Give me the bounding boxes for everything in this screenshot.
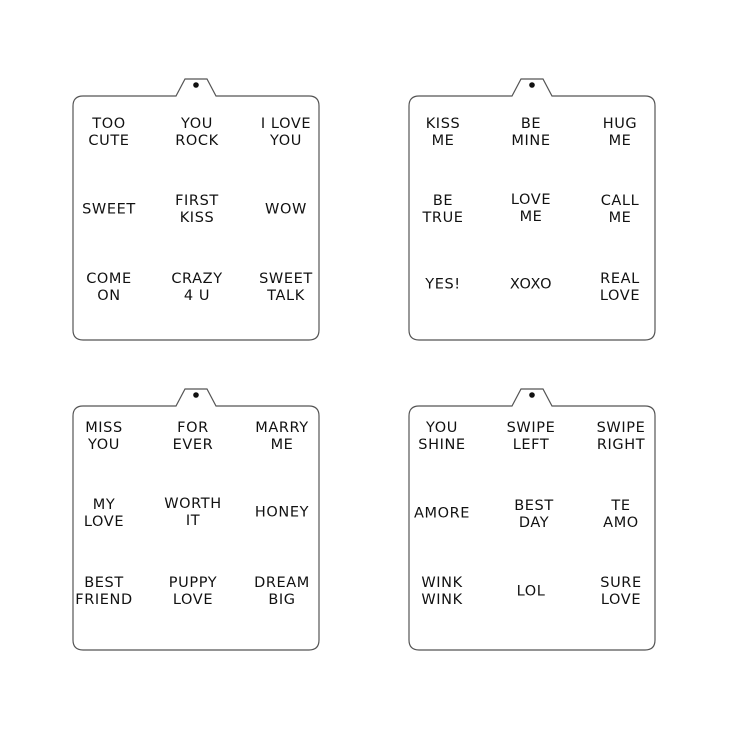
stencil-word: REAL LOVE: [599, 271, 641, 304]
stencil-word: LOVE ME: [510, 192, 552, 225]
stencil-word: PUPPY LOVE: [168, 575, 218, 608]
stencil-word: DREAM BIG: [254, 575, 310, 608]
stencil-word: BE MINE: [511, 116, 551, 149]
word-grid: [73, 82, 319, 328]
stencil-word: YOU SHINE: [418, 420, 466, 453]
stencil-word: HUG ME: [602, 116, 638, 149]
word-grid: [409, 82, 655, 328]
stencil-word: BE TRUE: [422, 193, 464, 226]
stencil-word: MARRY ME: [255, 420, 309, 453]
stencil-word: MY LOVE: [83, 497, 125, 530]
stencil-word: WINK WINK: [421, 575, 463, 608]
stencil-word: KISS ME: [425, 116, 461, 149]
stencil-word: BEST FRIEND: [75, 575, 133, 608]
stencil-word: CRAZY 4 U: [171, 271, 223, 304]
word-grid: [73, 392, 319, 638]
stencil-word: SWEET: [82, 201, 136, 218]
stencil-word: LOL: [516, 583, 546, 600]
stencil-word: TE AMO: [603, 498, 639, 531]
stencil-word: FOR EVER: [172, 420, 214, 453]
stencil-word: COME ON: [86, 271, 132, 304]
stencil-word: SWEET TALK: [259, 271, 313, 304]
stencil-2: [409, 64, 655, 310]
stencil-word: YES!: [425, 276, 461, 293]
stencil-4: [409, 374, 655, 620]
stencil-3: [73, 374, 319, 620]
stencil-word: SWIPE RIGHT: [596, 420, 646, 453]
stencil-word: MISS YOU: [85, 420, 123, 453]
stencil-1: [73, 64, 319, 310]
stencil-word: SWIPE LEFT: [506, 420, 556, 453]
stencil-word: I LOVE YOU: [260, 116, 312, 149]
stencil-word: SURE LOVE: [600, 575, 642, 608]
stencil-word: WOW: [265, 201, 307, 218]
stencil-word: XOXO: [509, 276, 553, 293]
stencil-word: TOO CUTE: [88, 116, 130, 149]
stencil-word: AMORE: [413, 505, 471, 522]
stencil-word: WORTH IT: [164, 496, 222, 529]
word-grid: [409, 392, 655, 638]
stencil-word: CALL ME: [600, 193, 640, 226]
stencil-word: BEST DAY: [514, 498, 554, 531]
stencil-word: YOU ROCK: [175, 116, 219, 149]
stencil-word: HONEY: [254, 504, 310, 521]
stencil-word: FIRST KISS: [175, 193, 219, 226]
